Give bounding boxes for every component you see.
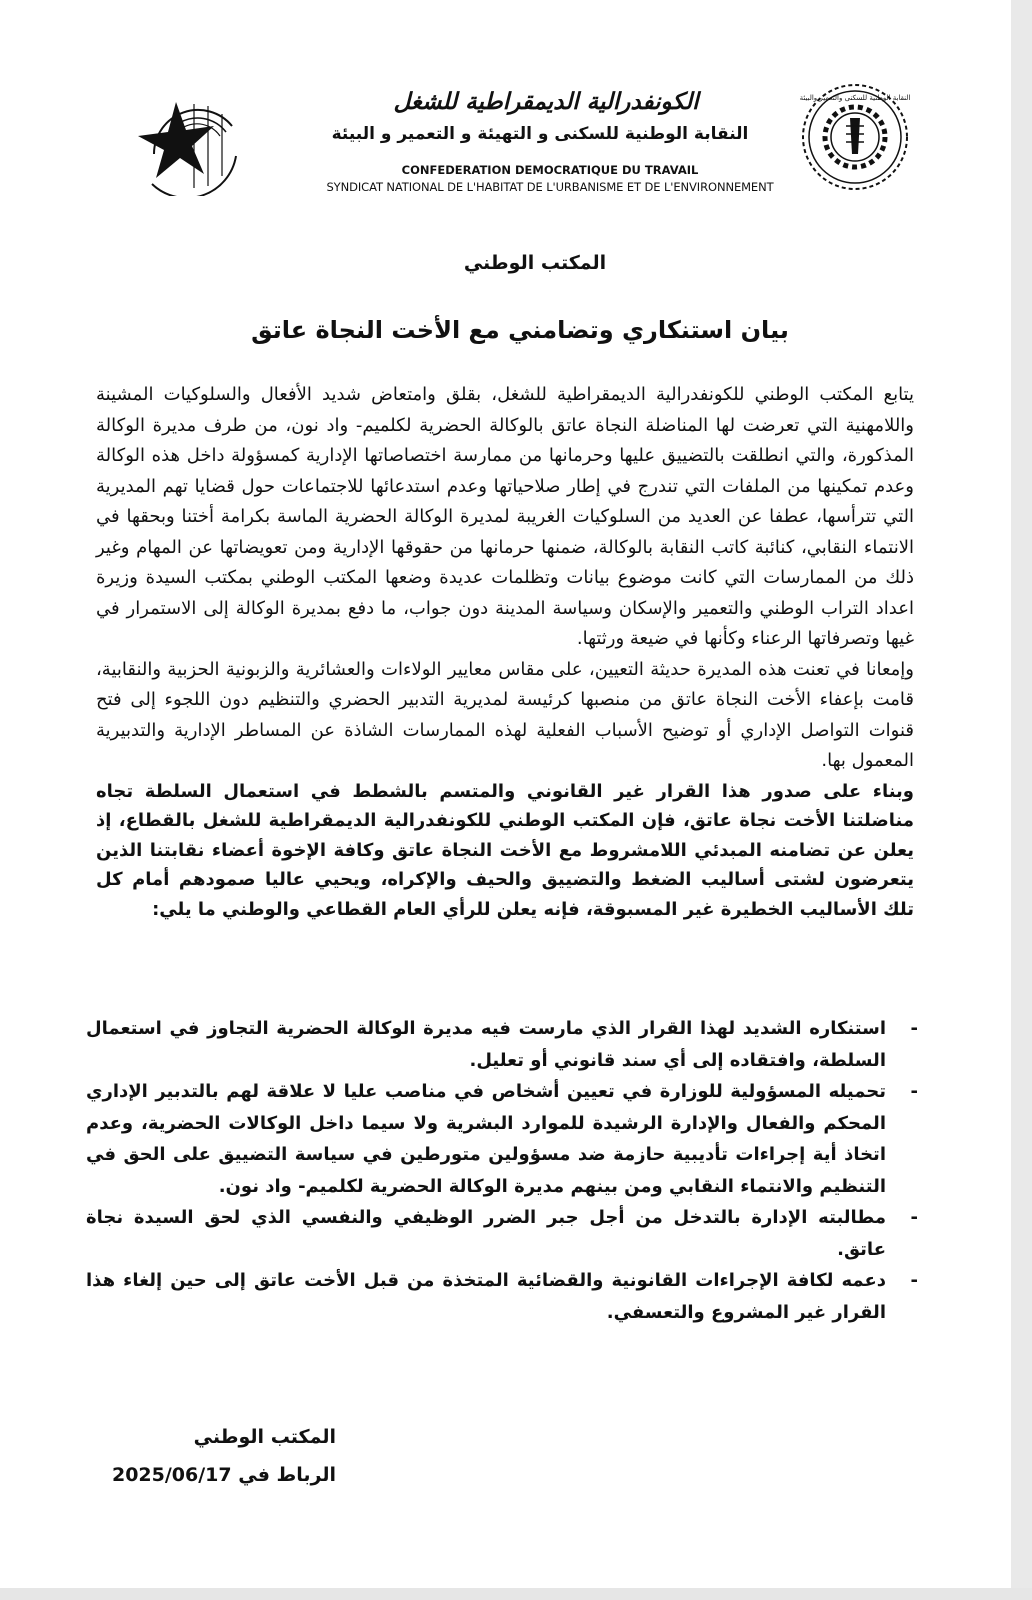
statement-title: بيان استنكاري وتضامني مع الأخت النجاة عاتق — [251, 316, 789, 344]
paragraph-2: وإمعانا في تعنت هذه المديرة حديثة التعيين، على مقاس معايير الولاءات والعشائرية والزبونية الحزبية والنقابية، قامت بإعفاء الأخت النجاة عاتق من منصبها كرئيسة لمديرية التدبير الحضري والتنظيم دون اللجوء إلى فتح قنوات التواصل الإداري أو توضيح الأسباب الفعلية لهذه الممارسات الشاذة عن المساطر الإدارية والتدبيرية المعمول بها. — [96, 658, 914, 771]
issuing-office: المكتب الوطني — [463, 252, 607, 274]
org-name-french: CONFEDERATION DEMOCRATIQUE DU TRAVAIL — [401, 163, 699, 177]
bullet-dash: - — [910, 1018, 918, 1039]
list-item-text: استنكاره الشديد لهذا القرار الذي مارست فيه مديرة الوكالة الحضرية التجاوز في استعمال السلطة، وافتقاده إلى أي سند قانوني أو تعليل. — [86, 1018, 886, 1071]
list-item-text: مطالبته الإدارة بالتدخل من أجل جبر الضرر الوظيفي والنفسي الذي لحق السيدة نجاة عاتق. — [86, 1207, 886, 1260]
emblem-text: النقابة الوطنية للسكنى والتعمير والبيئة — [800, 94, 910, 102]
list-item — [86, 1265, 922, 1328]
list-item — [86, 1013, 922, 1076]
cdt-star-logo-icon — [132, 96, 242, 196]
list-item — [86, 1076, 922, 1202]
bullet-dash: - — [910, 1207, 918, 1228]
bullet-dash: - — [910, 1081, 918, 1102]
signature-office: المكتب الوطني — [193, 1426, 336, 1448]
background-margin-bottom — [0, 1588, 1032, 1600]
org-name-arabic: الكونفدرالية الديمقراطية للشغل — [393, 88, 699, 115]
demands-list — [86, 1013, 922, 1328]
paragraph-1: يتابع المكتب الوطني للكونفدرالية الديمقراطية للشغل، بقلق وامتعاض شديد الأفعال والسلوكيات المشينة واللامهنية التي تعرضت لها المناضلة النجاة عاتق بالوكالة الحضرية لكلميم- واد نون، من طرف مديرة الوكالة المذكورة، والتي انطلقت بالتضييق عليها وحرمانها من ممارسة اختصاصاتها الإدارية كمسؤولة داخل هذه الوكالة وعدم تمكينها من الملفات التي تندرج في إطار صلاحياتها وعدم استدعائها للاجتماعات حول قضايا تهم المديرية التي تترأسها، عطفا عن العديد من السلوكيات الغريبة لمديرة الوكالة الحضرية الماسة بكرامة أختنا وبحقها في الانتماء النقابي، كنائبة كاتب النقابة بالوكالة، ضمنها حرمانها من حقوقها الإدارية ومن تعويضاتها عن المهام وغير ذلك من الممارسات التي كانت موضوع بيانات وتظلمات عديدة وضعها المكتب الوطني بمكتب السيدة وزيرة اعداد التراب الوطني والتعمير والإسكان وسياسة المدينة دون جواب، ما دفع بمديرة الوكالة إلى الاستمرار في غيها وتصرفاتها الرعناء وكأنها في ضيعة ورثتها. — [96, 384, 914, 649]
signature-block — [96, 1418, 336, 1494]
bullet-dash: - — [910, 1270, 918, 1291]
background-margin-right — [1011, 0, 1032, 1600]
list-item-text: دعمه لكافة الإجراءات القانونية والقضائية المتخذة من قبل الأخت عاتق إلى حين إلغاء هذا القرار غير المشروع والتعسفي. — [86, 1270, 886, 1323]
list-item-text: تحميله المسؤولية للوزارة في تعيين أشخاص في مناصب عليا لا علاقة لهم بالتدبير الإداري المحكم والفعال والإدارة الرشيدة للموارد البشرية ولا سيما داخل الوكالات الحضرية، وعدم اتخاذ أية إجراءات تأديبية حازمة ضد مسؤولين متورطين في سياسة التضييق على الحق في التنظيم والانتماء النقابي ومن بينهم مديرة الوكالة الحضرية لكلميم- واد نون. — [86, 1081, 886, 1197]
paragraph-3: وبناء على صدور هذا القرار غير القانوني والمتسم بالشطط في استعمال السلطة تجاه مناضلتنا الأخت نجاة عاتق، فإن المكتب الوطني للكونفدرالية الديمقراطية للشغل بالقطاع، إذ يعلن عن تضامنه المبدئي اللامشروط مع الأخت النجاة عاتق وكافة الإخوة أعضاء نقابتنا الذين يتعرضون لشتى أساليب الضغط والتضييق والحيف والإكراه، ويحيي عاليا صمودهم أمام كل تلك الأساليب الخطيرة غير المسبوقة، فإنه يعلن للرأي العام القطاعي والوطني ما يلي: — [96, 780, 914, 920]
statement-body — [96, 380, 914, 924]
signature-place-date: الرباط في 2025/06/17 — [111, 1464, 336, 1486]
union-name-french: SYNDICAT NATIONAL DE L'HABITAT DE L'URBANISME ET DE L'ENVIRONNEMENT — [326, 180, 774, 194]
union-emblem-logo-icon — [800, 82, 910, 192]
list-item — [86, 1202, 922, 1265]
union-name-arabic: النقابة الوطنية للسكنى و التهيئة و التعمير و البيئة — [331, 124, 749, 144]
